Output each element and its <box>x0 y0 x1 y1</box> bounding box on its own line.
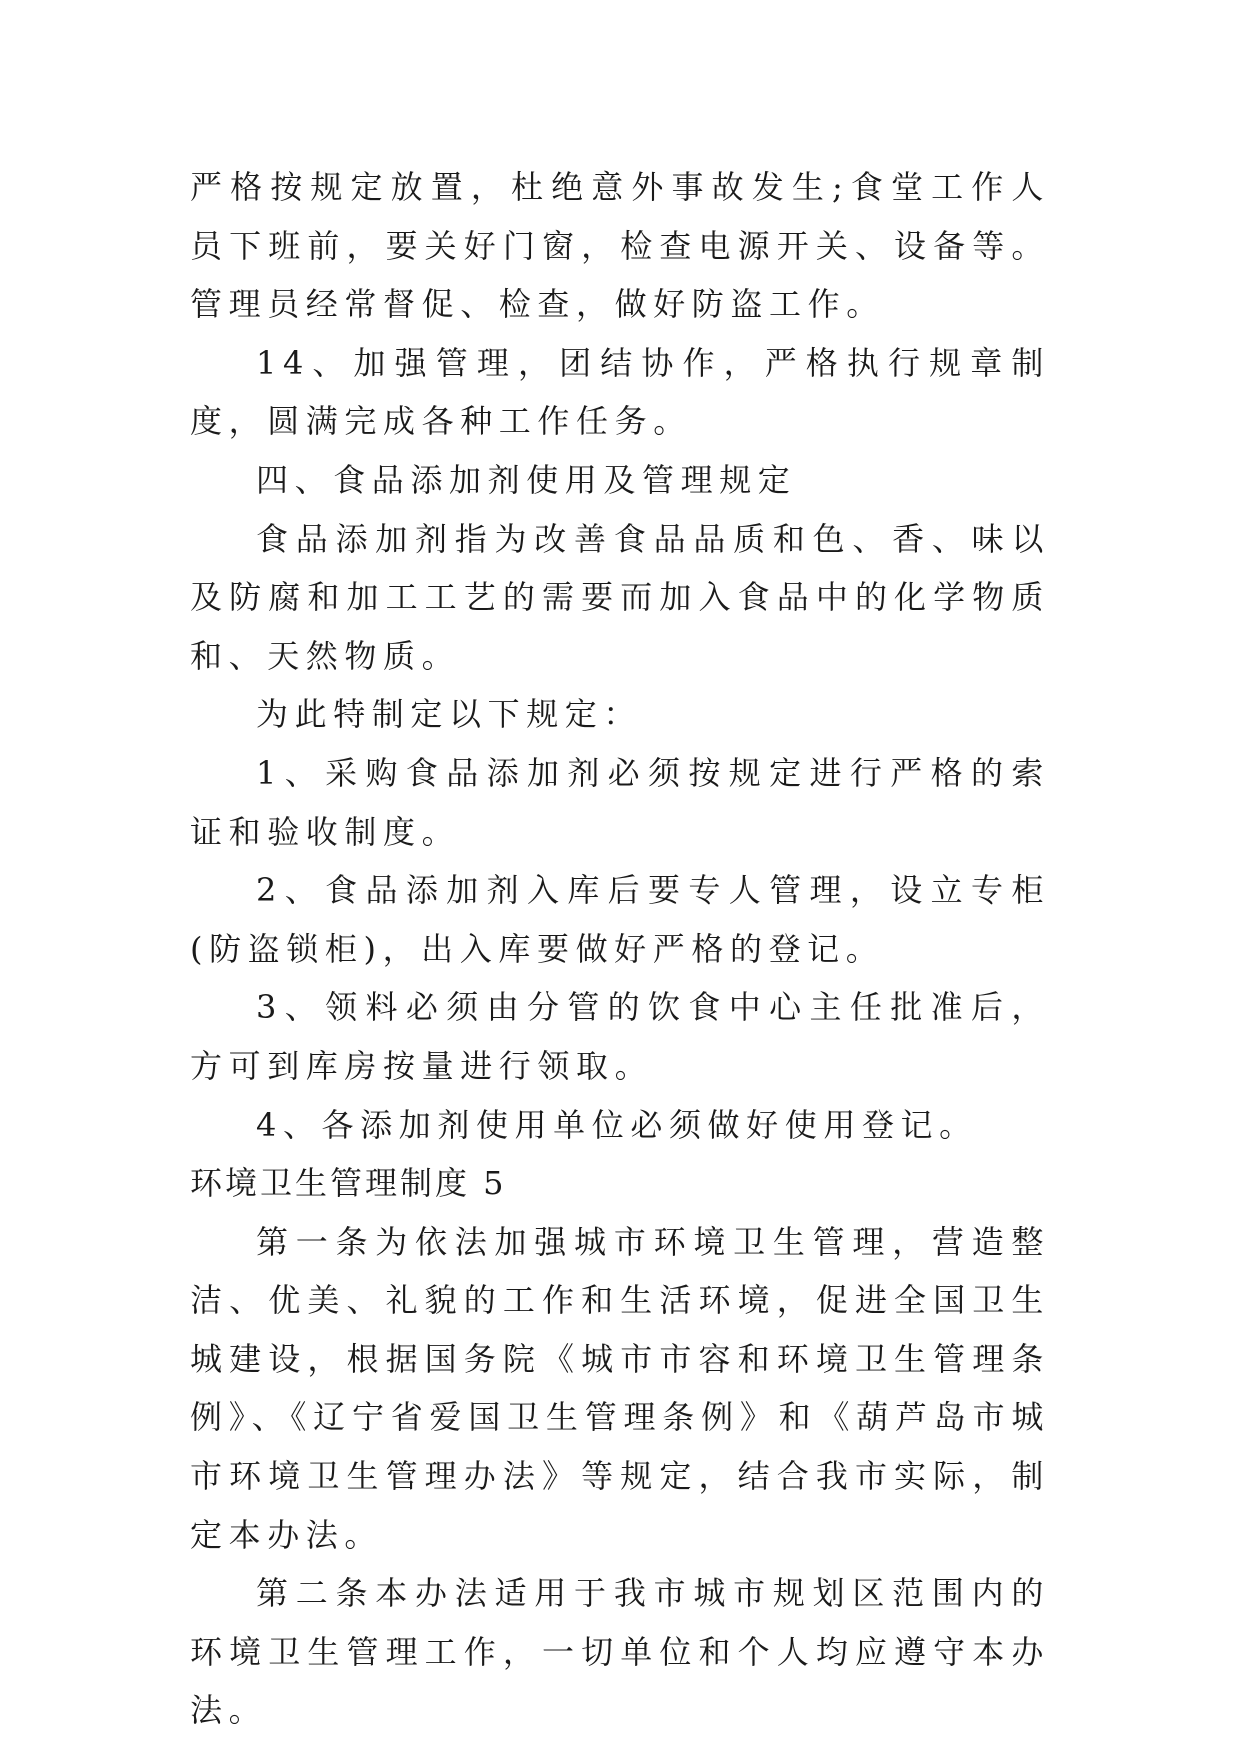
section-title-environment-5: 环境卫生管理制度 5 <box>190 1164 507 1203</box>
paragraph-rules-intro: 为此特制定以下规定： <box>256 695 643 734</box>
paragraph-rule-3: 3、领料必须由分管的饮食中心主任批准后，方可到库房按量进行领取。 <box>190 988 1050 1085</box>
paragraph-rule-4: 4、各添加剂使用单位必须做好使用登记。 <box>256 1105 978 1144</box>
document-body <box>190 158 1050 1740</box>
paragraph-canteen-safety: 严格按规定放置，杜绝意外事故发生;食堂工作人员下班前，要关好门窗，检查电源开关、设备等。管理员经常督促、检查，做好防盗工作。 <box>190 168 1050 324</box>
paragraph-additive-definition: 食品添加剂指为改善食品品质和色、香、味以及防腐和加工工艺的需要而加入食品中的化学物质和、天然物质。 <box>190 519 1050 675</box>
paragraph-article-2: 第二条本办法适用于我市城市规划区范围内的环境卫生管理工作，一切单位和个人均应遵守本办法。 <box>190 1574 1050 1730</box>
paragraph-item-14: 14、加强管理，团结协作，严格执行规章制度，圆满完成各种工作任务。 <box>190 343 1050 441</box>
paragraph-rule-1: 1、采购食品添加剂必须按规定进行严格的索证和验收制度。 <box>190 753 1050 851</box>
paragraph-rule-2: 2、食品添加剂入库后要专人管理，设立专柜(防盗锁柜)，出入库要做好严格的登记。 <box>190 871 1050 968</box>
section-heading-food-additives: 四、食品添加剂使用及管理规定 <box>256 460 797 499</box>
paragraph-article-1: 第一条为依法加强城市环境卫生管理，营造整洁、优美、礼貌的工作和生活环境，促进全国卫生城建设，根据国务院《城市市容和环境卫生管理条例》、《辽宁省爱国卫生管理条例》和《葫芦岛市城市环境卫生管理办法》等规定，结合我市实际，制定本办法。 <box>190 1222 1050 1554</box>
